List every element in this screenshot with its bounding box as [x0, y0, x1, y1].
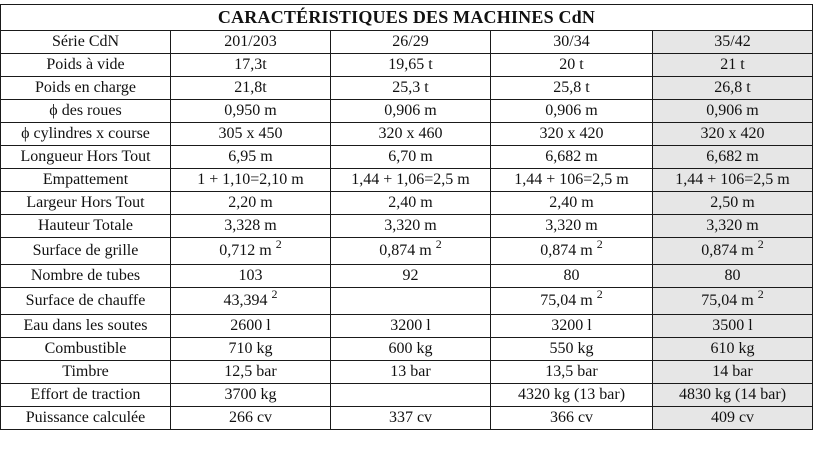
table-cell [491, 192, 653, 215]
cell-value: 26,8 t [714, 79, 751, 96]
table-cell [491, 338, 653, 361]
cell-value: 1 + 1,10=2,10 m [197, 171, 304, 188]
table-cell [653, 31, 813, 54]
cell-value: 21,8t [234, 79, 267, 96]
table-cell [331, 315, 491, 338]
table-cell [171, 100, 331, 123]
cell-value: 600 kg [388, 340, 433, 357]
cell-value: 0,906 m [706, 102, 759, 119]
table-cell [331, 31, 491, 54]
table-cell [331, 238, 491, 265]
table-row [1, 31, 813, 54]
table-cell [491, 146, 653, 169]
table-cell [653, 169, 813, 192]
row-label: Longueur Hors Tout [1, 146, 171, 169]
table-cell [653, 146, 813, 169]
row-label: Eau dans les soutes [1, 315, 171, 338]
cell-value: 3,320 m [545, 217, 598, 234]
table-cell [331, 146, 491, 169]
table-cell [491, 238, 653, 265]
table-cell [653, 338, 813, 361]
cell-value: 0,712 m [219, 242, 272, 259]
table-cell [171, 54, 331, 77]
cell-value: 201/203 [224, 33, 277, 50]
table-cell [171, 338, 331, 361]
table-cell [491, 169, 653, 192]
cell-value: 3500 l [712, 317, 753, 334]
cell-value: 550 kg [549, 340, 594, 357]
table-cell [171, 361, 331, 384]
cell-value: 3,320 m [384, 217, 437, 234]
cell-value: 320 x 420 [539, 125, 604, 142]
cell-value: 1,44 + 106=2,5 m [514, 171, 629, 188]
cell-value: 320 x 420 [700, 125, 765, 142]
cell-value: 75,04 m [701, 292, 754, 309]
cell-value: 2,40 m [549, 194, 594, 211]
cell-value: 75,04 m [540, 292, 593, 309]
row-label: Surface de chauffe [1, 288, 171, 315]
cell-value: 13 bar [390, 363, 431, 380]
table-row [1, 54, 813, 77]
cell-value: 710 kg [228, 340, 273, 357]
cell-value: 0,874 m [540, 242, 593, 259]
table-cell [491, 123, 653, 146]
table-cell [331, 215, 491, 238]
cell-value: 6,682 m [545, 148, 598, 165]
cell-value: 0,874 m [701, 242, 754, 259]
cell-value: 3200 l [390, 317, 431, 334]
cell-value: 1,44 + 1,06=2,5 m [351, 171, 470, 188]
table-cell [171, 407, 331, 430]
cell-value: 80 [563, 267, 580, 284]
unit-exponent: 2 [275, 237, 282, 251]
table-cell [171, 238, 331, 265]
cell-value: 6,70 m [388, 148, 433, 165]
table-cell [491, 384, 653, 407]
cell-value: 3,320 m [706, 217, 759, 234]
table-row [1, 338, 813, 361]
table-cell [331, 192, 491, 215]
table-cell [171, 384, 331, 407]
table-cell [653, 54, 813, 77]
table-cell [171, 31, 331, 54]
table-cell [653, 238, 813, 265]
table-cell [171, 315, 331, 338]
cell-value: 0,874 m [379, 242, 432, 259]
cell-value: 0,906 m [384, 102, 437, 119]
cell-value: 92 [402, 267, 419, 284]
table-cell [331, 288, 491, 315]
cell-value: 12,5 bar [224, 363, 277, 380]
table-cell [171, 215, 331, 238]
table-body [1, 31, 813, 430]
table-cell [653, 384, 813, 407]
machine-characteristics-table [0, 4, 813, 430]
table-cell [331, 100, 491, 123]
table-cell [171, 192, 331, 215]
cell-value: 266 cv [228, 409, 273, 426]
table-row [1, 100, 813, 123]
unit-exponent: 2 [435, 237, 442, 251]
row-label: Timbre [1, 361, 171, 384]
table-row [1, 407, 813, 430]
cell-value: 1,44 + 106=2,5 m [675, 171, 790, 188]
table-cell [171, 77, 331, 100]
table-cell [171, 123, 331, 146]
cell-value: 305 x 450 [218, 125, 283, 142]
row-label: ϕ des roues [1, 100, 171, 123]
cell-value: 366 cv [549, 409, 594, 426]
unit-exponent: 2 [596, 237, 603, 251]
cell-value: 25,3 t [392, 79, 429, 96]
table-row [1, 384, 813, 407]
table-row [1, 192, 813, 215]
cell-value: 3,328 m [224, 217, 277, 234]
table-cell [331, 265, 491, 288]
table-cell [653, 123, 813, 146]
unit-exponent: 2 [757, 287, 764, 301]
table-cell [653, 407, 813, 430]
row-label: Poids à vide [1, 54, 171, 77]
table-cell [331, 54, 491, 77]
table-row [1, 315, 813, 338]
table-cell [653, 100, 813, 123]
cell-value: 6,682 m [706, 148, 759, 165]
cell-value: 6,95 m [228, 148, 273, 165]
table-cell [331, 169, 491, 192]
table-cell [491, 77, 653, 100]
cell-value: 3700 kg [224, 386, 277, 403]
row-label: Nombre de tubes [1, 265, 171, 288]
cell-value: 3200 l [551, 317, 592, 334]
cell-value: 2,40 m [388, 194, 433, 211]
cell-value: 103 [238, 267, 263, 284]
table-cell [491, 288, 653, 315]
cell-value: 30/34 [553, 33, 590, 50]
cell-value: 26/29 [392, 33, 429, 50]
table-cell [653, 361, 813, 384]
table-cell [491, 361, 653, 384]
table-cell [171, 146, 331, 169]
table-row [1, 215, 813, 238]
row-label: ϕ cylindres x course [1, 123, 171, 146]
cell-value: 13,5 bar [545, 363, 598, 380]
cell-value: 2,20 m [228, 194, 273, 211]
table-cell [491, 100, 653, 123]
table-cell [653, 265, 813, 288]
unit-exponent: 2 [596, 287, 603, 301]
table-cell [491, 215, 653, 238]
cell-value: 337 cv [388, 409, 433, 426]
row-label: Série CdN [1, 31, 171, 54]
row-label: Largeur Hors Tout [1, 192, 171, 215]
cell-value: 14 bar [712, 363, 753, 380]
table-cell [491, 315, 653, 338]
table-cell [653, 315, 813, 338]
cell-value: 20 t [559, 56, 584, 73]
table-cell [171, 265, 331, 288]
cell-value: 0,950 m [224, 102, 277, 119]
table-cell [171, 169, 331, 192]
table-row [1, 288, 813, 315]
row-label: Combustible [1, 338, 171, 361]
table-cell [331, 338, 491, 361]
cell-value: 2600 l [230, 317, 271, 334]
table-cell [491, 407, 653, 430]
cell-value: 0,906 m [545, 102, 598, 119]
table-cell [491, 31, 653, 54]
cell-value: 19,65 t [388, 56, 433, 73]
table-cell [491, 54, 653, 77]
cell-value: 4320 kg (13 bar) [517, 386, 626, 403]
unit-exponent: 2 [757, 237, 764, 251]
table-row [1, 146, 813, 169]
table-cell [331, 407, 491, 430]
cell-value: 610 kg [710, 340, 755, 357]
table-row [1, 265, 813, 288]
cell-value: 2,50 m [710, 194, 755, 211]
cell-value: 409 cv [710, 409, 755, 426]
cell-value: 4830 kg (14 bar) [678, 386, 787, 403]
table-cell [331, 123, 491, 146]
row-label: Puissance calculée [1, 407, 171, 430]
unit-exponent: 2 [271, 287, 278, 301]
table-cell [331, 77, 491, 100]
row-label: Poids en charge [1, 77, 171, 100]
cell-value: 21 t [720, 56, 745, 73]
table-title: CARACTÉRISTIQUES DES MACHINES CdN [1, 5, 813, 31]
table-cell [491, 265, 653, 288]
row-label: Effort de traction [1, 384, 171, 407]
cell-value: 35/42 [714, 33, 751, 50]
table-row [1, 238, 813, 265]
cell-value: 43,394 [223, 292, 268, 309]
table-row [1, 77, 813, 100]
cell-value: 25,8 t [553, 79, 590, 96]
cell-value: 320 x 460 [378, 125, 443, 142]
row-label: Hauteur Totale [1, 215, 171, 238]
table-cell [331, 384, 491, 407]
cell-value: 17,3t [234, 56, 267, 73]
row-label: Empattement [1, 169, 171, 192]
row-label: Surface de grille [1, 238, 171, 265]
table-cell [171, 288, 331, 315]
table-cell [331, 361, 491, 384]
table-cell [653, 215, 813, 238]
table-cell [653, 77, 813, 100]
cell-value: 80 [724, 267, 741, 284]
table-row [1, 361, 813, 384]
table-row [1, 169, 813, 192]
table-row [1, 123, 813, 146]
table-cell [653, 288, 813, 315]
table-cell [653, 192, 813, 215]
